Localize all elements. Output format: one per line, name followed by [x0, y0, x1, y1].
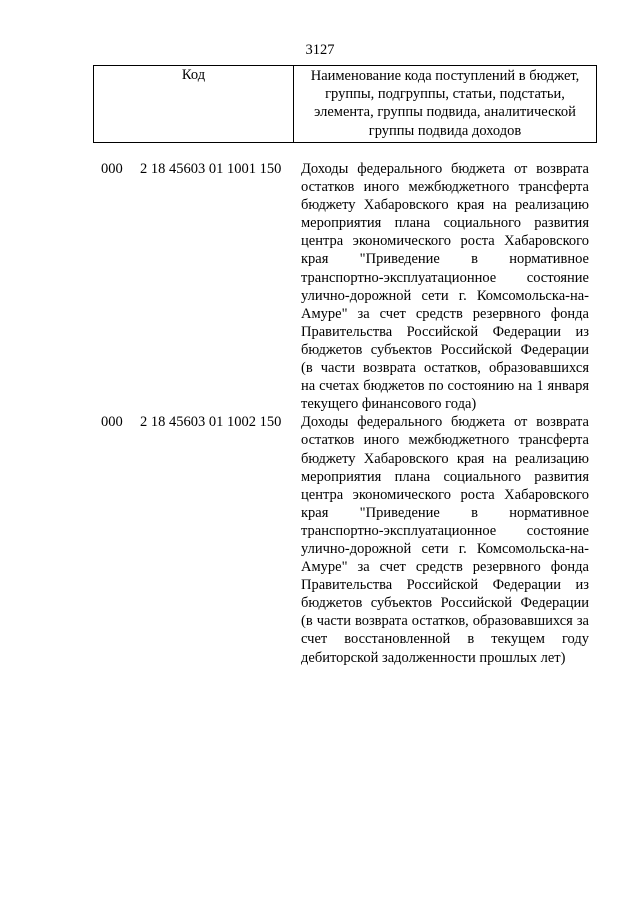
table-header [93, 65, 597, 143]
page-number: 3127 [305, 42, 335, 58]
admin-code: 000 [101, 414, 123, 431]
income-code: 2 18 45603 01 1001 150 [140, 161, 282, 177]
income-code: 2 18 45603 01 1002 150 [140, 414, 282, 431]
income-description: Доходы федерального бюджета от возврата остатков иного межбюджетного трансферта бюджету Хабаровского края на реализацию мероприятия плана социального развития центра экономического роста Хабаровского края "Приведение в нормативное транспортно-эксплуатационное состояние улично-дорожной сети г. Комсомольска-на-Амуре" за счет средств резервного фонда Правительства Российской Федерации из бюджетов субъектов Российской Федерации (в части возврата остатков, образовавшихся за счет восстановленной в текущем году дебиторской задолженности прошлых лет) [301, 414, 589, 666]
list-item [0, 160, 640, 413]
code-column-header: Код [94, 66, 294, 143]
admin-code: 000 [101, 161, 123, 177]
name-column-header: Наименование кода поступлений в бюджет, группы, подгруппы, статьи, подстатьи, элемента, группы подвида, аналитической группы подвида доходов [294, 66, 597, 143]
income-codes-list [0, 160, 640, 667]
income-description: Доходы федерального бюджета от возврата остатков иного межбюджетного трансферта бюджету Хабаровского края на реализацию мероприятия плана социального развития центра экономического роста Хабаровского края "Приведение в нормативное транспортно-эксплуатационное состояние улично-дорожной сети г. Комсомольска-на-Амуре" за счет средств резервного фонда Правительства Российской Федерации из бюджетов субъектов Российской Федерации (в части возврата остатков, образовавшихся на счетах бюджетов по состоянию на 1 января текущего финансового года) [301, 161, 589, 413]
list-item [0, 413, 640, 666]
